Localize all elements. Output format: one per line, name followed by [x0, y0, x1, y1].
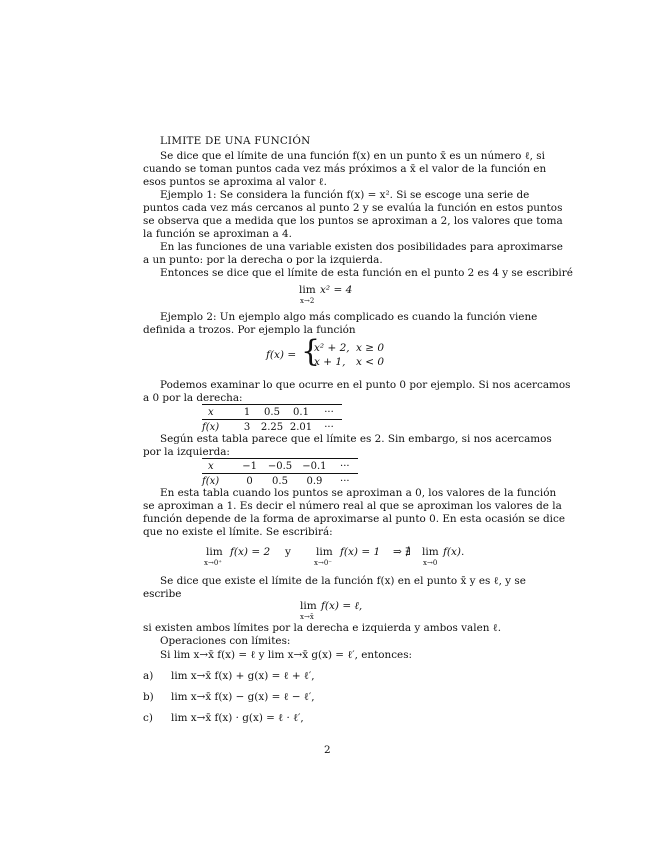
table-row — [202, 474, 358, 489]
page-number: 2 — [324, 744, 331, 756]
posibilidades-line-1: En las funciones de una variable existen dos posibilidades para aproximarse — [160, 241, 563, 253]
ejemplo2-line-2: definida a trozos. Por ejemplo la función — [143, 324, 356, 336]
segun-line-2: por la izquierda: — [143, 446, 230, 458]
eq2-expr2: f(x) = 1 — [340, 546, 381, 558]
entonces-line: Entonces se dice que el límite de esta función en el punto 2 es 4 y se escribiré — [160, 267, 573, 279]
eq2-implies: ⇒ ∄ — [393, 546, 411, 558]
eq2-sub3: x→0 — [423, 559, 438, 567]
eq1-lim: lim — [299, 284, 316, 296]
se-dice-line-2: escribe — [143, 588, 182, 600]
table-row — [202, 405, 342, 420]
podemos-line-1: Podemos examinar lo que ocurre en el punto 0 por ejemplo. Si nos acercamos — [160, 379, 571, 391]
eq2-sub1: x→0⁺ — [204, 559, 222, 567]
section-title: LIMITE DE UNA FUNCIÓN — [160, 135, 311, 147]
posibilidades-line-2: a un punto: por la derecha o por la izquierda. — [143, 254, 383, 266]
op-c-label: c) — [143, 712, 153, 724]
table-right — [202, 404, 342, 434]
ejemplo1-line-2: puntos cada vez más cercanos al punto 2 y se evalúa la función en estos puntos — [143, 202, 563, 214]
table-cell: x — [202, 459, 236, 474]
eq2-y: y — [285, 546, 291, 558]
table-cell: 0.5 — [272, 475, 288, 487]
table-cell: ··· — [332, 459, 358, 474]
piecewise-lhs: f(x) = — [266, 349, 297, 361]
operaciones-heading: Operaciones con límites: — [160, 635, 291, 647]
table-cell: −0.1 — [297, 459, 331, 474]
eq2-lim1: lim — [206, 546, 223, 558]
ejemplo2-line-1: Ejemplo 2: Un ejemplo algo más complicado es cuando la función viene — [160, 311, 538, 323]
table-cell: ··· — [340, 475, 350, 487]
ejemplo1-line-4: la función se aproximan a 4. — [143, 228, 292, 240]
table-cell: ··· — [324, 421, 334, 433]
op-c-text: lim x→x̄ f(x) · g(x) = ℓ · ℓ′, — [171, 712, 304, 724]
table-row — [202, 420, 342, 435]
ejemplo1-line-1: Ejemplo 1: Se considera la función f(x) = x². Si se escoge una serie de — [160, 189, 530, 201]
eq2-expr1: f(x) = 2 — [230, 546, 271, 558]
intro-line-1: Se dice que el límite de una función f(x) en un punto x̄ es un número ℓ, si — [160, 150, 545, 162]
table-cell: f(x) — [202, 421, 220, 433]
segun-line-1: Según esta tabla parece que el límite es 2. Sin embargo, si nos acercamos — [160, 433, 552, 445]
table-cell: 0 — [246, 475, 253, 487]
intro-line-3: esos puntos se aproxima al valor ℓ. — [143, 176, 327, 188]
podemos-line-2: a 0 por la derecha: — [143, 392, 243, 404]
intro-line-2: cuando se toman puntos cada vez más próximos a x̄ el valor de la función en — [143, 163, 547, 175]
case2-cond: x < 0 — [356, 356, 385, 368]
table-cell: 2.01 — [289, 421, 313, 433]
table-cell: 1 — [236, 405, 258, 420]
table-cell: ··· — [316, 405, 342, 420]
eq1-sub: x→2 — [300, 297, 315, 305]
table-left — [202, 458, 358, 488]
eq3-lim: lim — [300, 600, 317, 612]
table-cell: x — [202, 405, 236, 420]
left-brace: { — [301, 334, 321, 369]
eq3-expr: f(x) = ℓ, — [321, 600, 363, 612]
table-cell: −1 — [236, 459, 262, 474]
table-row — [202, 459, 358, 474]
table-cell: −0.5 — [263, 459, 297, 474]
table-cell: 3 — [243, 421, 251, 433]
eq2-lim3: lim — [422, 546, 439, 558]
eq2-expr3: f(x). — [443, 546, 465, 558]
table-cell: 2.25 — [260, 421, 284, 433]
en-esta-line-1: En esta tabla cuando los puntos se aproximan a 0, los valores de la función — [160, 487, 557, 499]
table-cell: f(x) — [202, 475, 220, 487]
en-esta-line-4: que no existe el límite. Se escribirá: — [143, 526, 333, 538]
op-a-text: lim x→x̄ f(x) + g(x) = ℓ + ℓ′, — [171, 670, 315, 682]
en-esta-line-3: función depende de la forma de aproximarse al punto 0. En esta ocasión se dice — [143, 513, 565, 525]
se-dice-line-1: Se dice que existe el límite de la función f(x) en el punto x̄ y es ℓ, y se — [160, 575, 526, 587]
table-cell: 0.1 — [286, 405, 316, 420]
case1-cond: x ≥ 0 — [356, 342, 385, 354]
eq3-sub: x→x̄ — [300, 613, 314, 621]
eq2-sub2: x→0⁻ — [314, 559, 332, 567]
op-b-text: lim x→x̄ f(x) − g(x) = ℓ − ℓ′, — [171, 691, 315, 703]
en-esta-line-2: se aproximan a 1. Es decir el número real al que se aproximan los valores de la — [143, 500, 562, 512]
eq2-lim2: lim — [316, 546, 333, 558]
ejemplo1-line-3: se observa que a medida que los puntos se aproximan a 2, los valores que toma — [143, 215, 563, 227]
case2-expr: x + 1, — [314, 356, 346, 368]
table-cell: 0.5 — [258, 405, 286, 420]
eq1-expr: x² = 4 — [320, 284, 353, 296]
case1-expr: x² + 2, — [314, 342, 350, 354]
op-b-label: b) — [143, 691, 154, 703]
si-lim-line: Si lim x→x̄ f(x) = ℓ y lim x→x̄ g(x) = ℓ′, entonces: — [160, 649, 413, 661]
si-existen-line: si existen ambos límites por la derecha e izquierda y ambos valen ℓ. — [143, 622, 501, 634]
op-a-label: a) — [143, 670, 154, 682]
table-cell: 0.9 — [306, 475, 323, 487]
